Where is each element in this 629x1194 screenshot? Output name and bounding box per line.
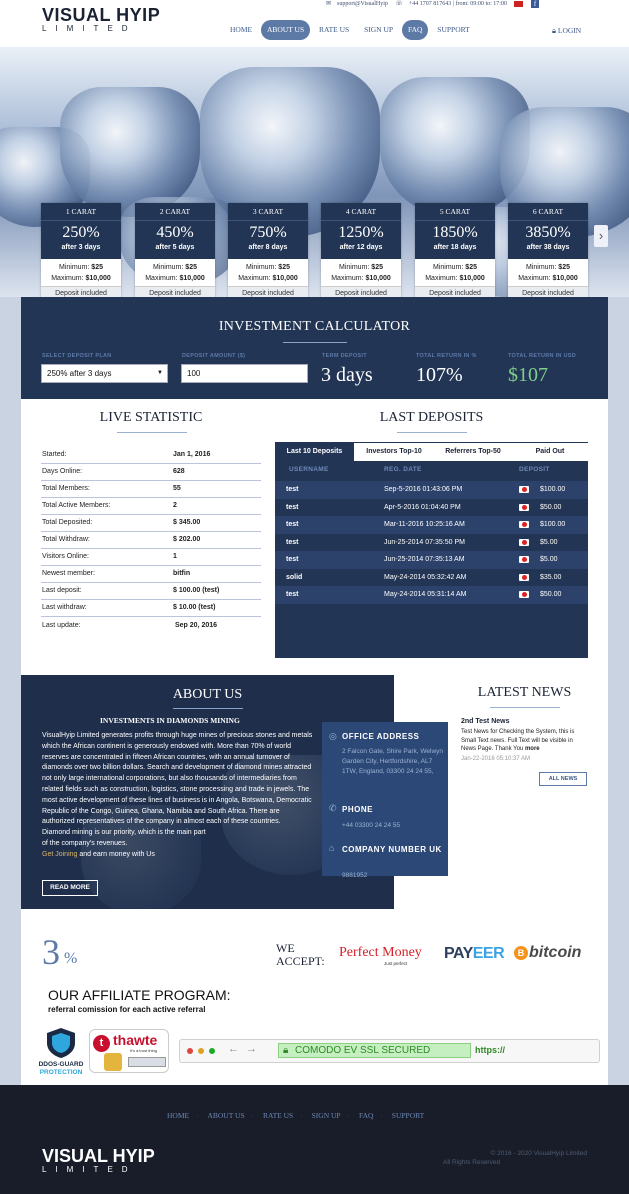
stat-row: [41, 566, 261, 583]
stat-key: Total Active Members:: [42, 502, 111, 509]
amount-input[interactable]: 100: [181, 364, 308, 383]
deposit-date: Apr-5-2016 01:04:40 PM: [384, 503, 461, 511]
copyright: [441, 1149, 587, 1167]
deposit-amount: $50.00: [540, 503, 562, 511]
max-label: Maximum:: [238, 275, 271, 282]
stat-row: [41, 532, 261, 549]
phone-hours: +44 1707 817643 | from: 09:00 to: 17:00: [408, 1, 507, 8]
join-text: and earn money with Us: [77, 850, 155, 858]
stat-value: Jan 1, 2016: [173, 451, 211, 458]
plan-name: 6 CARAT: [508, 207, 588, 221]
footer-logo-main: VISUAL HYIP: [42, 1146, 155, 1166]
footer-nav: [160, 1111, 431, 1120]
plan-percent: 750%: [249, 224, 287, 241]
stat-value: bitfin: [173, 570, 191, 577]
divider: [283, 342, 347, 343]
return-usd-value: $107: [508, 364, 548, 386]
max-label: Maximum:: [425, 275, 458, 282]
divider: [490, 707, 560, 708]
plan-name: 4 CARAT: [321, 207, 401, 221]
table-row: [275, 569, 588, 587]
plan-min: $25: [371, 264, 383, 271]
deposit-amount: $100.00: [540, 521, 566, 528]
max-label: Maximum:: [331, 275, 364, 282]
bitcoin-icon: B: [514, 946, 528, 960]
separator: ·: [380, 1111, 383, 1120]
about-paragraph: Diamond mining is our priority, which is the main part of the company's revenues.: [42, 829, 206, 847]
about-paragraph: [42, 850, 314, 861]
plan-max: $10,000: [272, 275, 298, 282]
copyright-text: © 2016 - 2020 VisualHyip Limited: [490, 1150, 587, 1157]
window-close-icon: [187, 1048, 193, 1054]
column-header: REG. DATE: [384, 466, 422, 473]
ssl-label: COMODO EV SSL SECURED: [295, 1045, 431, 1056]
plan-min: $25: [558, 264, 570, 271]
min-label: Minimum:: [153, 264, 184, 271]
footer: [0, 1085, 629, 1194]
max-label: Maximum:: [518, 275, 551, 282]
stat-key: Newest member:: [42, 570, 95, 577]
footer-nav-sign-up[interactable]: SIGN UP: [311, 1111, 341, 1120]
about-title: ABOUT US: [172, 687, 243, 702]
username: test: [286, 521, 299, 528]
separator: ·: [300, 1111, 303, 1120]
globe-icon: ◎: [329, 731, 337, 741]
stat-value: 2: [173, 502, 177, 509]
plan-percent: 1250%: [338, 224, 384, 241]
thawte-tagline: It's a trust thing: [130, 1048, 157, 1053]
stat-value: $ 345.00: [173, 519, 201, 526]
stat-key: Total Members:: [42, 485, 90, 492]
deposit-amount: $35.00: [540, 573, 562, 581]
login-label: LOGIN: [557, 26, 582, 35]
about-text: [42, 731, 314, 861]
payment-icon: [519, 486, 529, 493]
plan-max: $10,000: [179, 275, 205, 282]
about-paragraph: VisualHyip Limited generates profits through huge mines of precious stones and metals which the African continent is generously endowed with. More than 70% of world reserves are concentrated in fifteen African countries, with an annual turnover of diamonds over two billion dollars. Search and development of diamond mines attracted not only large international corporations, but also thousands of intermediaries from related fields such as construction, logistics, stone processing and trade in jewels. The most active development of these lines of business is in Angola, Botswana, Democratic Republic of the Congo, Guinea, Ghana, Namibia and South Africa. There are authorized representatives of the company in almost each of these countries.: [42, 732, 313, 826]
plan-note: Deposit included: [228, 286, 308, 299]
plan-select-value: 250% after 3 days: [47, 369, 112, 378]
deposit-amount: $50.00: [540, 591, 562, 598]
affiliate-percent-sign: %: [64, 950, 78, 967]
plan-min: $25: [185, 264, 197, 271]
nav-support[interactable]: SUPPORT: [437, 25, 470, 34]
stat-key: Total Deposited:: [42, 519, 93, 526]
payment-icon: [519, 539, 529, 546]
stat-key: Last deposit:: [42, 587, 82, 594]
max-label: Maximum:: [51, 275, 84, 282]
deposit-date: Jun-25-2014 07:35:50 PM: [384, 538, 465, 546]
deposits-title: LAST DEPOSITS: [379, 410, 484, 425]
plan-note: Deposit included: [135, 286, 215, 299]
thawte-icon: t: [93, 1035, 110, 1052]
bitcoin-logo: [514, 944, 581, 962]
window-minimize-icon: [198, 1048, 204, 1054]
stat-row: [41, 600, 261, 617]
stat-key: Last update:: [42, 622, 81, 629]
news-headline[interactable]: 2nd Test News: [461, 718, 510, 725]
affiliate-percent-number: 3: [42, 932, 60, 972]
stat-row: [41, 618, 261, 635]
news-date: Jan-22-2016 05:10:37 AM: [461, 756, 531, 762]
forward-arrow-icon: →: [246, 1043, 257, 1055]
return-usd-label: TOTAL RETURN IN USD: [508, 353, 577, 359]
phone-icon: ✆: [329, 803, 337, 813]
perfect-money-logo: Perfect Money: [339, 945, 422, 960]
office-address: 2 Falcon Gate, Shire Park, Welwyn Garden City, Hertfordshire, AL7 1TW, England, 03300 24 24 55,: [342, 748, 444, 775]
amount-label: DEPOSIT AMOUNT ($): [182, 353, 246, 359]
lock-icon: 🔒︎: [283, 1045, 289, 1056]
lock-icon: [104, 1053, 122, 1071]
company-title: COMPANY NUMBER UK: [342, 845, 442, 854]
chevron-right-icon[interactable]: ›: [594, 225, 608, 247]
tab-last-deposits[interactable]: Last 10 Deposits: [275, 443, 354, 461]
footer-logo-sub: LIMITED: [42, 1165, 137, 1174]
plan-name: 1 CARAT: [41, 207, 121, 221]
min-label: Minimum:: [526, 264, 557, 271]
plan-max: $10,000: [365, 275, 391, 282]
stat-key: Total Withdraw:: [42, 536, 90, 543]
payment-icon: [519, 556, 529, 563]
news-title: LATEST NEWS: [477, 685, 572, 700]
footer-nav-faq[interactable]: FAQ: [358, 1111, 374, 1120]
footer-nav-support[interactable]: SUPPORT: [391, 1111, 425, 1120]
plan-note: Deposit included: [321, 286, 401, 299]
footer-nav-about-us[interactable]: ABOUT US: [207, 1111, 245, 1120]
min-label: Minimum:: [339, 264, 370, 271]
plan-max: $10,000: [459, 275, 485, 282]
logo[interactable]: [42, 6, 162, 33]
payment-icon: [519, 504, 529, 511]
min-label: Minimum:: [246, 264, 277, 271]
ddos-guard-badge: [35, 1027, 87, 1075]
return-pct-value: 107%: [416, 364, 463, 386]
stat-row: [41, 549, 261, 566]
lock-icon: 🔒︎: [552, 26, 558, 35]
plan-duration: after 3 days: [61, 244, 101, 251]
plan-select-label: SELECT DEPOSIT PLAN: [42, 353, 112, 359]
news-body: Test News for Checking the System, this is Small Text news. Full Text will be visible in News Page. Thank You: [461, 729, 575, 752]
term-value: 3 days: [321, 364, 373, 386]
plan-min: $25: [465, 264, 477, 271]
stat-row: [41, 498, 261, 515]
plan-card[interactable]: [508, 203, 588, 299]
rights-text: All Rights Reserved: [443, 1159, 501, 1166]
stat-key: Last withdraw:: [42, 604, 87, 611]
nav-about-us[interactable]: ABOUT US: [261, 20, 310, 40]
username: test: [286, 591, 299, 598]
payment-icon: [519, 574, 529, 581]
deposit-date: Mar-11-2016 10:25:16 AM: [384, 521, 465, 528]
ddos-sublabel: PROTECTION: [39, 1069, 83, 1076]
username: test: [286, 538, 299, 546]
plan-note: Deposit included: [415, 286, 495, 299]
all-news-button[interactable]: ALL NEWS: [539, 772, 587, 786]
plan-duration: after 38 days: [526, 244, 570, 251]
ddos-label: DDOS-GUARD: [38, 1061, 84, 1068]
plan-percent: 250%: [62, 224, 100, 241]
plan-name: 2 CARAT: [135, 207, 215, 221]
plan-percent: 450%: [156, 224, 194, 241]
main-nav: [224, 20, 477, 40]
plan-card[interactable]: [135, 203, 215, 299]
plan-percent: 1850%: [432, 224, 478, 241]
min-label: Minimum:: [433, 264, 464, 271]
bitcoin-text: bitcoin: [529, 944, 582, 961]
facebook-icon[interactable]: f: [531, 0, 539, 8]
plan-card[interactable]: [321, 203, 401, 299]
plan-min: $25: [91, 264, 103, 271]
stat-key: Visitors Online:: [42, 553, 89, 560]
login-link[interactable]: [552, 26, 581, 36]
return-pct-label: TOTAL RETURN IN %: [416, 353, 477, 359]
about-subtitle: INVESTMENTS IN DIAMONDS MINING: [100, 716, 240, 725]
plan-duration: after 18 days: [433, 244, 477, 251]
plan-min: $25: [278, 264, 290, 271]
deposit-date: May-24-2014 05:32:42 AM: [384, 573, 467, 581]
stat-key: Days Online:: [42, 468, 83, 475]
stat-value: 628: [173, 468, 185, 475]
stat-key: Started:: [42, 451, 67, 458]
min-label: Minimum:: [59, 264, 90, 271]
read-more-button[interactable]: READ MORE: [42, 880, 98, 896]
stat-value: 1: [173, 553, 177, 560]
caret-down-icon: ▼: [157, 370, 163, 376]
table-row: [275, 516, 588, 534]
tab-investors-top[interactable]: Investors Top-10: [366, 448, 422, 455]
footer-nav-rate-us[interactable]: RATE US: [263, 1111, 294, 1120]
column-header: USERNAME: [289, 466, 329, 473]
we-accept-label: WE ACCEPT:: [276, 941, 325, 968]
plan-select[interactable]: [41, 364, 168, 383]
footer-nav-home[interactable]: HOME: [167, 1111, 190, 1120]
max-label: Maximum:: [145, 275, 178, 282]
seal-image: [128, 1057, 166, 1067]
uk-flag-icon[interactable]: [514, 1, 523, 7]
nav-sign-up[interactable]: SIGN UP: [364, 25, 394, 34]
phone-icon: ☏: [395, 1, 403, 8]
https-label: https://: [475, 1045, 505, 1055]
logo-main: VISUAL HYIP: [42, 5, 161, 25]
ssl-address-badge: [278, 1043, 471, 1058]
back-arrow-icon: ←: [228, 1043, 239, 1055]
logo-sub: LIMITED: [42, 24, 137, 33]
news-text: [461, 728, 589, 754]
stat-row: [41, 515, 261, 532]
plan-name: 3 CARAT: [228, 207, 308, 221]
plan-name: 5 CARAT: [415, 207, 495, 221]
payeer-logo: [444, 945, 504, 963]
window-maximize-icon: [209, 1048, 215, 1054]
payeer-logo-b: EER: [472, 945, 505, 962]
join-link[interactable]: Get Joining: [42, 850, 78, 858]
username: test: [286, 503, 299, 511]
username: test: [286, 486, 299, 493]
tab-referrers-top[interactable]: Referrers Top-50: [445, 448, 501, 455]
statistic-title: LIVE STATISTIC: [99, 410, 203, 425]
separator: ·: [251, 1111, 255, 1120]
divider: [397, 432, 467, 433]
footer-logo[interactable]: [42, 1147, 155, 1174]
column-header: DEPOSIT: [519, 466, 550, 473]
plan-duration: after 8 days: [248, 244, 288, 251]
plan-duration: after 12 days: [339, 244, 383, 251]
nav-home[interactable]: HOME: [230, 25, 253, 34]
mail-icon: ✉: [326, 1, 332, 8]
company-number: 9881952: [342, 872, 368, 879]
phone-number: +44 03300 24 24 55: [342, 822, 401, 829]
term-label: TERM DEPOSIT: [322, 353, 367, 359]
news-more-link[interactable]: more: [524, 746, 540, 752]
username: solid: [286, 573, 303, 581]
separator: ·: [196, 1111, 199, 1120]
stat-value: $ 100.00 (test): [173, 587, 220, 594]
shield-icon: [35, 1027, 87, 1059]
home-icon: ⌂: [329, 843, 335, 853]
office-title: OFFICE ADDRESS: [342, 732, 420, 741]
stat-row: [41, 481, 261, 498]
stat-row: [41, 583, 261, 600]
nav-rate-us[interactable]: RATE US: [319, 25, 350, 34]
table-row: [275, 551, 588, 569]
stat-row: [41, 464, 261, 481]
plan-note: Deposit included: [41, 286, 121, 299]
stat-value: 55: [173, 485, 181, 492]
plan-max: $10,000: [85, 275, 111, 282]
thawte-label: thawte: [113, 1032, 158, 1048]
deposit-amount: $5.00: [540, 538, 558, 546]
nav-faq[interactable]: FAQ: [402, 20, 428, 40]
plan-card[interactable]: [415, 203, 495, 299]
calculator-title: INVESTMENT CALCULATOR: [218, 319, 411, 334]
stat-value: $ 202.00: [173, 536, 201, 543]
support-email[interactable]: support@VisualHyip: [337, 1, 388, 8]
username: test: [286, 556, 299, 563]
table-row: [275, 481, 588, 499]
table-row: [275, 499, 588, 517]
perfect-money-tagline: Just perfect: [384, 961, 408, 966]
separator: ·: [347, 1111, 351, 1120]
deposit-date: Jun-25-2014 07:35:13 AM: [384, 556, 465, 563]
table-row: [275, 586, 588, 604]
phone-title: PHONE: [342, 805, 373, 814]
plan-note: Deposit included: [508, 286, 588, 299]
plan-card[interactable]: [228, 203, 308, 299]
deposit-amount: $100.00: [540, 486, 566, 493]
payment-icon: [519, 591, 529, 598]
thawte-badge: [89, 1029, 169, 1073]
tab-paid-out[interactable]: Paid Out: [535, 448, 565, 455]
divider: [173, 708, 243, 709]
deposit-amount: $5.00: [540, 556, 558, 563]
plan-percent: 3850%: [525, 224, 571, 241]
table-row: [275, 534, 588, 552]
plan-max: $10,000: [552, 275, 578, 282]
stat-row: [41, 447, 261, 464]
plan-duration: after 5 days: [155, 244, 195, 251]
affiliate-title: OUR AFFILIATE PROGRAM:: [48, 987, 231, 1003]
payeer-logo-a: PAY: [444, 945, 473, 962]
stat-value: Sep 20, 2016: [175, 622, 218, 629]
plan-card[interactable]: [41, 203, 121, 299]
stat-value: $ 10.00 (test): [173, 604, 216, 611]
payment-icon: [519, 521, 529, 528]
divider: [117, 432, 187, 433]
top-bar: [326, 0, 545, 11]
deposit-date: May-24-2014 05:31:14 AM: [384, 591, 467, 598]
affiliate-subtitle: referral comission for each active referral: [48, 1005, 206, 1014]
deposit-date: Sep-5-2016 01:43:06 PM: [384, 486, 463, 493]
